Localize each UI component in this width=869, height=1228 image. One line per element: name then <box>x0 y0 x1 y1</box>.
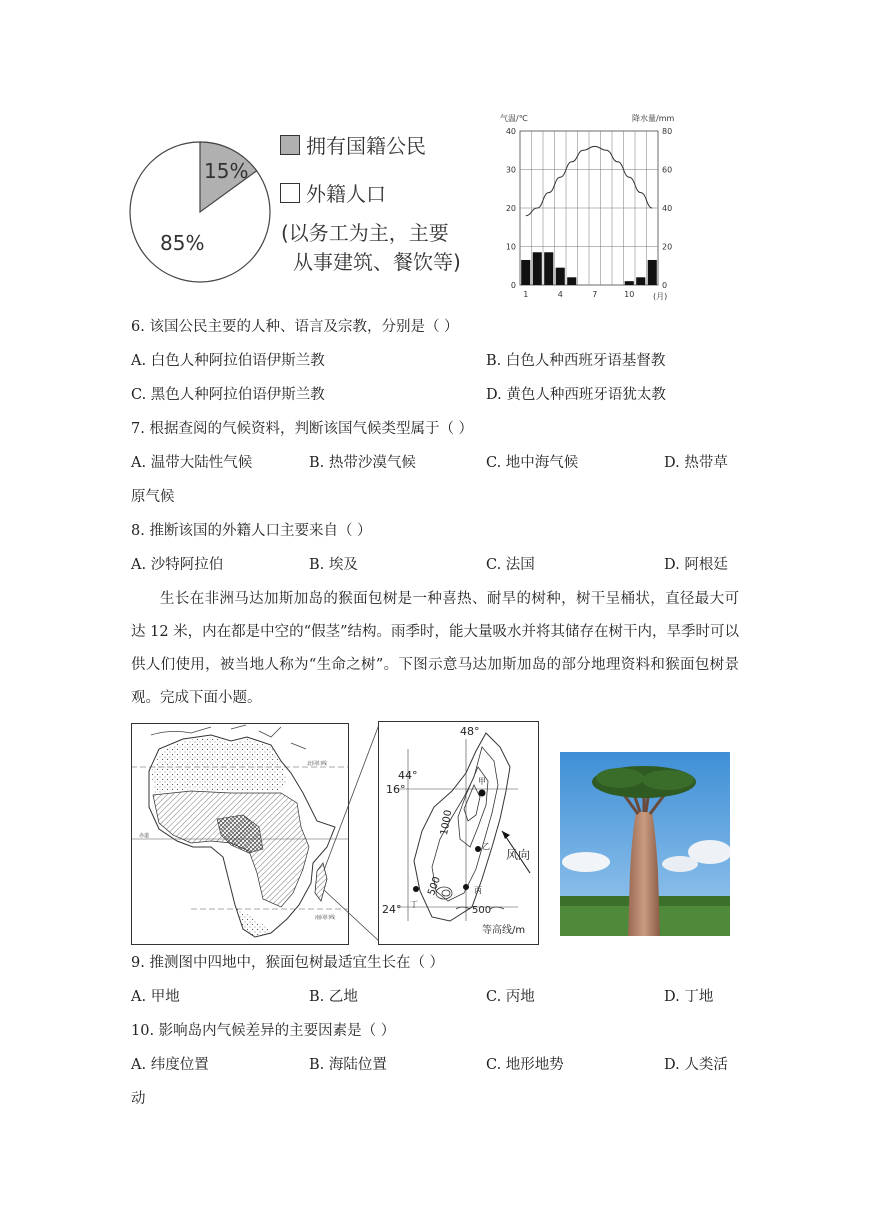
lon-48-label: 48° <box>460 725 480 738</box>
precip-bar-12 <box>648 260 657 285</box>
y-left-tick: 0 <box>510 281 516 290</box>
legend-swatch-foreign <box>280 183 300 203</box>
q7-option-c: C. 地中海气候 <box>486 455 579 471</box>
baobab-photo <box>560 752 730 936</box>
place-jia-label: 甲 <box>478 777 486 786</box>
lat-24-label: 24° <box>382 903 402 916</box>
y-left-tick: 40 <box>505 127 516 136</box>
place-yi-dot <box>475 846 481 852</box>
place-yi-label: 乙 <box>482 842 490 851</box>
inset-pointer <box>300 720 382 950</box>
q9-option-c: C. 丙地 <box>486 989 535 1005</box>
q8-option-c: C. 法国 <box>486 557 535 573</box>
q9-option-b: B. 乙地 <box>309 989 358 1005</box>
q10-option-a: A. 纬度位置 <box>131 1057 209 1073</box>
madagascar-map <box>378 721 539 945</box>
precip-bar-1 <box>521 260 530 285</box>
q10-stem: 10. 影响岛内气候差异的主要因素是（ ） <box>131 1023 396 1039</box>
precip-bar-3 <box>544 252 553 285</box>
q8-option-b: B. 埃及 <box>309 557 358 573</box>
q10-option-d: D. 人类活 <box>664 1057 728 1073</box>
population-pie-chart <box>128 140 274 286</box>
q8-option-a: A. 沙特阿拉伯 <box>131 557 224 573</box>
q7-option-b: B. 热带沙漠气候 <box>309 455 416 471</box>
q6-option-a: A. 白色人种阿拉伯语伊斯兰教 <box>131 353 325 369</box>
tropic-north-label: 北回归线 <box>307 761 328 767</box>
precip-bar-5 <box>567 277 576 285</box>
contour-legend-label: 等高线/m <box>482 925 526 936</box>
y-left-tick: 30 <box>505 165 516 175</box>
contour-1000-label: 1000 <box>439 809 455 837</box>
place-ding-label: 丁 <box>410 900 418 909</box>
q10-option-d-cont: 动 <box>131 1091 146 1107</box>
q10-option-c: C. 地形地势 <box>486 1057 564 1073</box>
wind-label: 风向 <box>506 848 531 862</box>
precip-bar-10 <box>625 281 634 285</box>
y-right-tick: 80 <box>662 127 673 136</box>
q9-option-a: A. 甲地 <box>131 989 180 1005</box>
y-right-label: 降水量/mm <box>632 114 675 123</box>
lat-16-label: 16° <box>386 783 406 796</box>
legend-citizen: 拥有国籍公民 <box>280 130 426 159</box>
x-tick: 10 <box>624 290 635 299</box>
precip-bar-11 <box>636 277 645 285</box>
q8-stem: 8. 推断该国的外籍人口主要来自（ ） <box>131 523 372 539</box>
legend-swatch-citizen <box>280 135 300 155</box>
y-left-label: 气温/℃ <box>500 114 528 123</box>
legend-note-1: (以务工为主，主要 <box>281 221 449 245</box>
place-bing-label: 丙 <box>474 886 482 895</box>
q8-option-d: D. 阿根廷 <box>664 557 728 573</box>
x-tick: 7 <box>592 290 598 299</box>
y-right-tick: 40 <box>662 204 673 213</box>
contour-500-label-a: 500 <box>426 875 444 898</box>
y-right-tick: 60 <box>662 165 673 175</box>
y-left-tick: 10 <box>505 242 516 252</box>
tropic-south-label: 南回归线 <box>315 915 336 921</box>
q7-option-a: A. 温带大陆性气候 <box>131 455 253 471</box>
madagascar-map-frame <box>379 722 539 945</box>
q7-stem: 7. 根据查阅的气候资料，判断该国气候类型属于（ ） <box>131 421 474 437</box>
precip-bar-2 <box>533 252 542 285</box>
place-ding-dot <box>413 886 419 892</box>
q9-stem: 9. 推测图中四地中，猴面包树最适宜生长在（ ） <box>131 955 445 971</box>
legend-foreign: 外籍人口 <box>280 178 386 207</box>
q6-stem: 6. 该国公民主要的人种、语言及宗教，分别是（ ） <box>131 319 459 335</box>
place-jia-dot <box>479 790 486 797</box>
q7-option-d: D. 热带草 <box>664 455 728 471</box>
pie-label-15: 15% <box>204 159 249 183</box>
q6-option-b: B. 白色人种西班牙语基督教 <box>486 353 666 369</box>
q6-option-c: C. 黑色人种阿拉伯语伊斯兰教 <box>131 387 325 403</box>
x-tick: 4 <box>557 290 563 299</box>
lon-44-label: 44° <box>398 769 418 782</box>
x-tick: 1 <box>523 290 529 299</box>
q6-option-d: D. 黄色人种西班牙语犹太教 <box>486 387 666 403</box>
y-left-tick: 20 <box>505 204 516 213</box>
legend-note-2: 从事建筑、餐饮等) <box>293 250 461 274</box>
contour-500-label-b: 500 <box>472 905 492 916</box>
place-bing-dot <box>463 884 469 890</box>
equator-label: 赤道 <box>139 833 150 839</box>
climate-chart <box>498 110 688 302</box>
precip-bar-4 <box>556 268 565 285</box>
q9-option-d: D. 丁地 <box>664 989 714 1005</box>
y-right-tick: 20 <box>662 242 673 252</box>
q10-option-b: B. 海陆位置 <box>309 1057 387 1073</box>
y-right-tick: 0 <box>662 281 668 290</box>
q7-option-d-cont: 原气候 <box>131 489 175 505</box>
x-unit-label: (月) <box>653 292 668 301</box>
passage: 生长在非洲马达加斯加岛的猴面包树是一种喜热、耐旱的树种，树干呈桶状，直径最大可达 12 米，内在都是中空的“假茎”结构。雨季时，能大量吸水并将其储存在树干内，旱季时可以供人们使用，被当地人称为“生命之树”。下图示意马达加斯加岛的部分地理资料和猴面包树景观。完成下面小题。 <box>131 591 739 706</box>
pie-label-85: 85% <box>160 231 205 255</box>
